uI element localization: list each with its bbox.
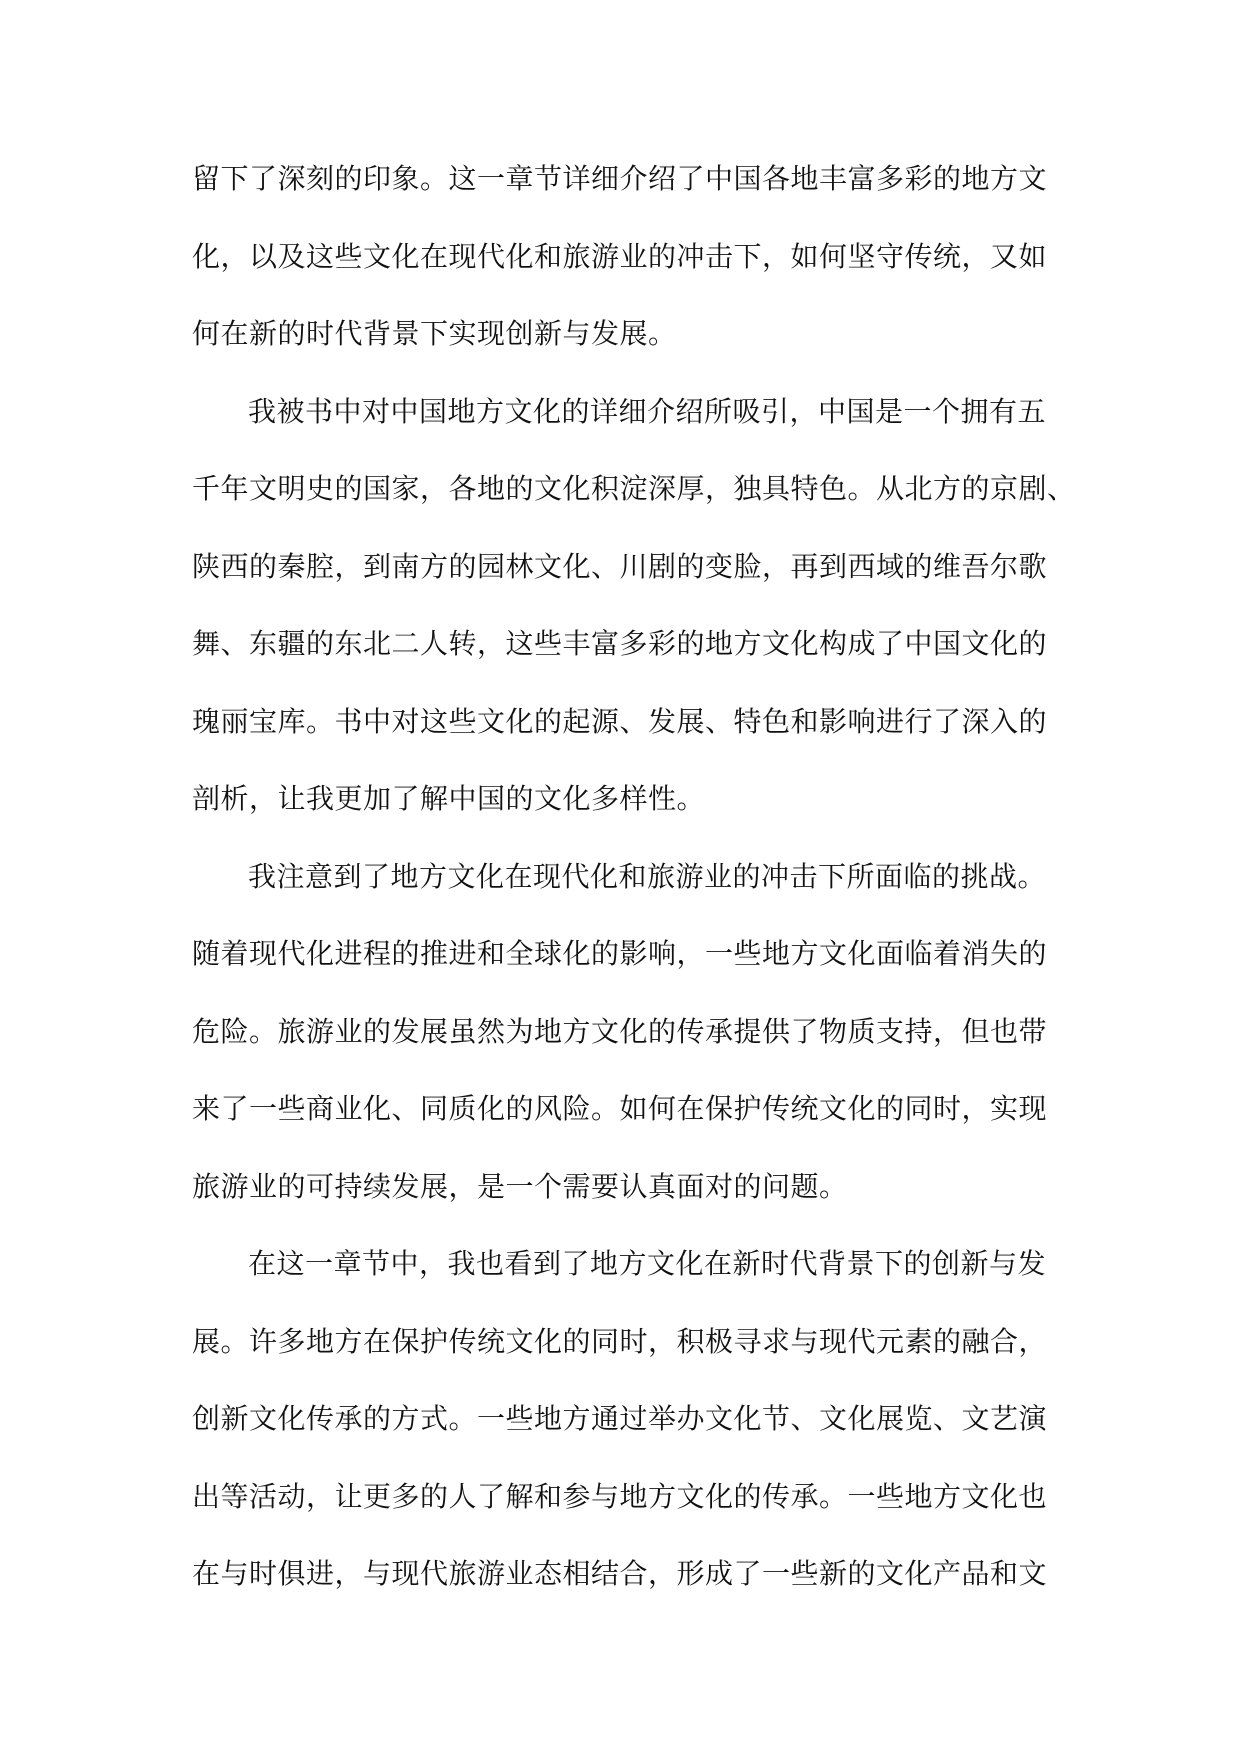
paragraph-line: 陕西的秦腔，到南方的园林文化、川剧的变脸，再到西域的维吾尔歌 (192, 549, 1048, 583)
paragraph-2 (192, 373, 1076, 838)
paragraph-line: 剖析，让我更加了解中国的文化多样性。 (192, 782, 706, 815)
paragraph-line: 危险。旅游业的发展虽然为地方文化的传承提供了物质支持，但也带 (192, 1014, 1048, 1048)
paragraph-line: 何在新的时代背景下实现创新与发展。 (192, 317, 677, 350)
paragraph-4 (192, 1225, 1052, 1613)
paragraph-first-line: 我被书中对中国地方文化的详细介绍所吸引，中国是一个拥有五 (248, 394, 1047, 428)
paragraph-line: 创新文化传承的方式。一些地方通过举办文化节、文化展览、文艺演 (192, 1402, 1048, 1435)
paragraph-line: 随着现代化进程的推进和全球化的影响，一些地方文化面临着消失的 (192, 937, 1048, 970)
paragraph-line: 化，以及这些文化在现代化和旅游业的冲击下，如何坚守传统，又如 (192, 239, 1048, 273)
paragraph-1 (192, 140, 1052, 373)
paragraph-line: 展。许多地方在保护传统文化的同时，积极寻求与现代元素的融合， (192, 1324, 1048, 1358)
paragraph-first-line: 我注意到了地方文化在现代化和旅游业的冲击下所面临的挑战。 (248, 859, 1047, 893)
paragraph-line: 来了一些商业化、同质化的风险。如何在保护传统文化的同时，实现 (192, 1092, 1048, 1125)
document-body (192, 140, 1076, 1613)
paragraph-line: 留下了深刻的印象。这一章节详细介绍了中国各地丰富多彩的地方文 (192, 162, 1048, 195)
paragraph-line: 旅游业的可持续发展，是一个需要认真面对的问题。 (192, 1169, 848, 1203)
paragraph-3 (192, 838, 1052, 1226)
paragraph-line: 千年文明史的国家，各地的文化积淀深厚，独具特色。从北方的京剧、 (192, 472, 1076, 505)
paragraph-line: 出等活动，让更多的人了解和参与地方文化的传承。一些地方文化也 (192, 1479, 1048, 1513)
paragraph-line: 在与时俱进，与现代旅游业态相结合，形成了一些新的文化产品和文 (192, 1557, 1048, 1590)
paragraph-line: 舞、东疆的东北二人转，这些丰富多彩的地方文化构成了中国文化的 (192, 627, 1048, 660)
paragraph-line: 瑰丽宝库。书中对这些文化的起源、发展、特色和影响进行了深入的 (192, 704, 1048, 738)
paragraph-first-line: 在这一章节中，我也看到了地方文化在新时代背景下的创新与发 (248, 1247, 1047, 1280)
